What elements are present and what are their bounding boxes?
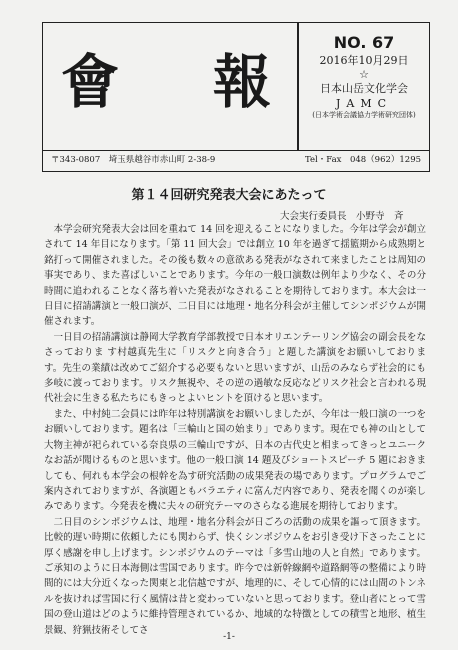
postal-address: 〒343-0807 埼玉県越谷市赤山町 2-38-9 bbox=[51, 155, 216, 165]
star-icon: ☆ bbox=[359, 68, 369, 82]
issue-number: NO. 67 bbox=[333, 33, 395, 52]
issue-date: 2016年10月29日 bbox=[319, 53, 409, 67]
issue-info bbox=[299, 29, 429, 120]
article-signature: 大会実行委員長 小野寺 斉 bbox=[280, 211, 404, 222]
page-number: -1- bbox=[223, 632, 235, 642]
phone-fax: Tel・Fax 048（962）1295 bbox=[305, 155, 422, 165]
organization-affiliation: (日本学術会議協力学術研究団体) bbox=[312, 110, 416, 119]
article-headline: 第１４回研究発表大会にあたって bbox=[131, 188, 327, 203]
article-body bbox=[44, 222, 426, 638]
paragraph: また、中村純二会員には昨年は特別講演をお願いしましたが、今年は一般口演の一つをお願いしております。題名は「三輪山と国の始まり」であります。現在でも神の山として大物主神が祀られている奈良県の三輪山ですが、日本の古代史と相まってきっとユニークなお話が聞けるものと思います。他の一般口演 14 題及びショートスピーチ 5 題におきましても、何れも本学会の根幹を為す研究活動の成果発表の場であります。プログラムでご案内されておりますが、各演題ともバラエティに富んだ内容であり、発表を聞くのが楽しみであります。今発表を機に夫々の研究テーマのさらなる進展を期待しております。 bbox=[44, 408, 426, 513]
paragraph: 本学会研究発表大会は回を重ねて 14 回を迎えることになりました。今年は学会が創立されて 14 年目になります。「第 11 回大会」では創立 10 年を過ぎて揺籃期から成熟期と銘打って開催されました。その後も数々の意欲ある発表がなされて来ましたことは周知の事実であり、また喜ばしいことであります。今年の一般口演数は例年より少なく、その分時間に追われることなく落ち着いた発表がなされることを期待しております。本大会は一日目に招請講演と一般口演が、二日目には地理・地名分科会が主催してシンポジウムが開催されます。 bbox=[44, 224, 426, 328]
paragraph: 一日目の招請講演は静岡大学教育学部教授で日本オリエンテーリング協会の副会長をなさっておりま す村越真先生に「リスクと向き合う」と題した講演をお願いしております。先生の業績は改めてご紹介する必要もないと思いますが、山岳のみならず社会的にも多岐に渡っております。リスク無視や、その逆の過敏な反応などリスク社会と言われる現代社会に生きる私たちにもきっとよいヒントを頂けると思います。 bbox=[44, 331, 426, 405]
masthead-rule bbox=[43, 150, 429, 151]
masthead-title: 會 報 bbox=[61, 48, 290, 116]
masthead bbox=[42, 22, 430, 172]
organization-acronym: JAMC bbox=[335, 96, 393, 110]
paragraph: 二日目のシンポジウムは、地理・地名分科会が日ごろの活動の成果を謳って頂きます。比較的遅い時期に依頼したにも関わらず、快くシンポジウムをお引き受け下さったことに厚く感謝を申し上げます。シンポジウムのテーマは「多雪山地の人と自然」であります。ご承知のように日本海側は雪国であります。昨今では新幹線網や道路網等の整備により時間的には大分近くなった関東と北信越ですが、地理的に、そして心情的には山間のトンネルを抜ければ雪国に行く風情は昔と変わっていないと思っております。登山者にとって雪国の登山道はどのように維持管理されているか、地域的な特徴としての積雪と地形、植生景観、狩猟技術そしてさ bbox=[44, 516, 426, 636]
organization-name: 日本山岳文化学会 bbox=[320, 82, 408, 96]
